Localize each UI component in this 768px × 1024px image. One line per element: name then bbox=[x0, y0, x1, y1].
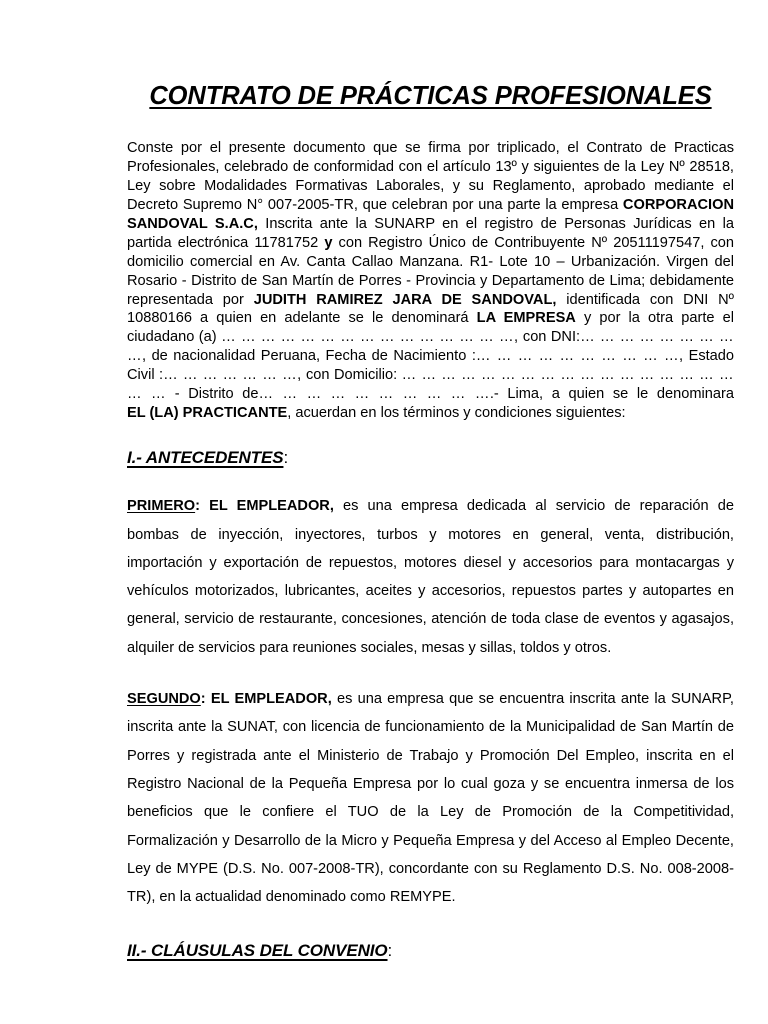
intro-text-part7: , de nacionalidad Peruana, Fecha de Nacimiento : bbox=[142, 348, 476, 365]
intro-text-part1: Conste por el presente documento que se firma por triplicado, el Contrato de Practicas Profesionales, celebrado de conformidad con el artículo 13º y siguientes de la Ley Nº 28518, Ley sobre Modalidades Formativas Laborales, y su Reglamento, aprobado mediante el Decreto Supremo N° 007-2005-TR, que celebran por una parte la empresa bbox=[127, 140, 734, 214]
spacer bbox=[127, 662, 734, 685]
intro-text-part5: y por la otra parte el ciudadano (a) bbox=[127, 310, 734, 346]
blank-practicante-name[interactable]: … … … … … … … … … … … … … … …, bbox=[221, 329, 519, 346]
intro-text-part9: con Domicilio: bbox=[301, 367, 402, 384]
clause-segundo-text: es una empresa que se encuentra inscrita ante la SUNARP, inscrita ante la SUNAT, con licencia de funcionamiento de la Municipalidad de San Martín de Porres y registrada ante el Ministerio de Trabajo y Promoción Del Empleo, inscrita en el Registro Nacional de la Pequeña Empresa por lo cual goza y se encuentra inmersa de los beneficios que le confiere el TUO de la Ley de Promoción de la Competitividad, Formalización y Desarrollo de la Micro y Pequeña Empresa y del Acceso al Empleo Decente, Ley de MYPE (D.S. No. 007-2008-TR), concordante con su Reglamento D.S. No. 008-2008-TR), en la actualidad denominado como REMYPE. bbox=[127, 691, 734, 906]
intro-paragraph bbox=[127, 139, 734, 423]
spacer bbox=[127, 111, 734, 139]
company-representative: JUDITH RAMIREZ JARA DE SANDOVAL, bbox=[253, 291, 557, 308]
page-title-text: CONTRATO DE PRÁCTICAS PROFESIONALES bbox=[149, 82, 712, 110]
blank-civil-status[interactable]: … … … … … … …, bbox=[163, 367, 302, 384]
intro-text-part4: identificada con DNI Nº 10880166 a quien en adelante se le denominará bbox=[127, 291, 734, 327]
clause-segundo bbox=[127, 685, 734, 911]
section-heading-antecedentes-colon: : bbox=[283, 447, 289, 467]
intro-conjunction: y bbox=[324, 234, 333, 251]
intro-text-part6: con DNI: bbox=[518, 329, 581, 346]
clause-primero-text: es una empresa dedicada al servicio de reparación de bombas de inyección, inyectores, turbos y motores en general, venta, distribución, importación y exportación de repuestos, motores diesel y accesorios para montacargas y vehículos motorizados, lubricantes, aceites y accesorios, repuestos partes y autopartes en general, servicio de restaurante, concesiones, atención de toda clase de eventos y agasajos, alquiler de servicios para reuniones sociales, mesas y sillas, toldos y otros. bbox=[127, 498, 734, 656]
section-heading-antecedentes-text: I.- ANTECEDENTES bbox=[127, 447, 284, 467]
spacer bbox=[127, 468, 734, 492]
intro-text-part2: Inscrita ante la SUNARP en el registro de Personas Jurídicas en la partida electrónica 11781752 bbox=[127, 215, 734, 251]
intro-text-part3: con Registro Único de Contribuyente Nº 20511197547, con domicilio comercial en Av. Canta Callao Manzana. R1- Lote 10 – Urbanización. Virgen del Rosario - Distrito de San Martín de Porres - Provincia y Departamento de Lima; debidamente representada por bbox=[127, 234, 734, 308]
section-heading-clausulas-text: II.- CLÁUSULAS DEL CONVENIO bbox=[127, 941, 388, 961]
blank-practicante-dni[interactable]: … … … … … … … … … bbox=[127, 329, 735, 365]
clause-segundo-colon: : bbox=[200, 691, 206, 708]
section-heading-clausulas-colon: : bbox=[387, 941, 393, 961]
blank-district[interactable]: … … … … … … … … … … bbox=[258, 386, 490, 403]
clause-segundo-subject: EL EMPLEADOR, bbox=[205, 691, 332, 708]
intro-text-part10: - Distrito de bbox=[166, 386, 259, 403]
section-heading-clausulas bbox=[127, 941, 734, 961]
company-name: CORPORACION SANDOVAL S.A.C, bbox=[127, 197, 734, 232]
intro-text-part12: , acuerdan en los términos y condiciones siguientes: bbox=[287, 405, 626, 421]
clause-primero-label: PRIMERO bbox=[127, 498, 196, 515]
section-heading-antecedentes bbox=[127, 448, 734, 468]
clause-primero bbox=[127, 492, 734, 662]
intro-text-part11: .- Lima, a quien se le denominara bbox=[489, 386, 734, 403]
document-content bbox=[127, 0, 734, 962]
page-title bbox=[127, 0, 734, 111]
clause-primero-colon: : bbox=[195, 498, 200, 515]
intro-text-part8: , Estado Civil : bbox=[127, 348, 735, 384]
blank-home-address[interactable]: … … … … … … … … … … … … … … … … … … … bbox=[127, 367, 734, 403]
party-label-practicante: EL (LA) PRACTICANTE bbox=[127, 405, 288, 421]
clause-segundo-label: SEGUNDO bbox=[127, 691, 201, 708]
clause-primero-subject: EL EMPLEADOR, bbox=[199, 498, 334, 515]
spacer bbox=[127, 911, 734, 941]
blank-birth-date[interactable]: … … … … … … … … … … bbox=[475, 348, 680, 365]
party-label-empresa: LA EMPRESA bbox=[476, 310, 576, 327]
spacer bbox=[127, 423, 734, 448]
